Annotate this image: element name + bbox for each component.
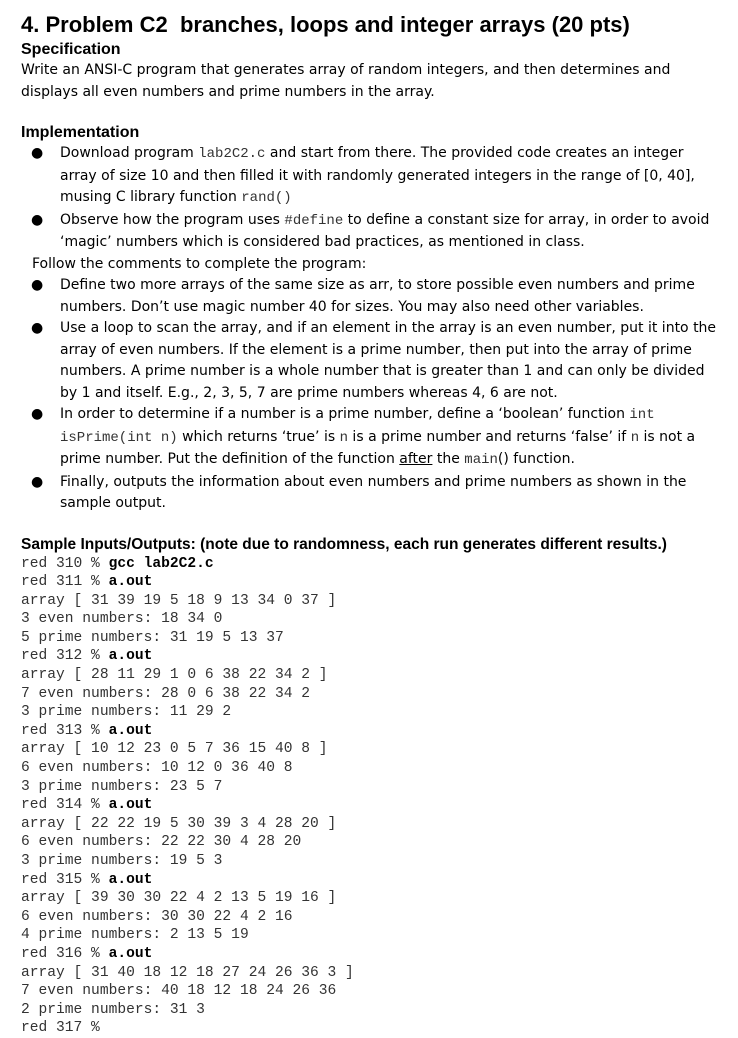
terminal-line: array [ 31 39 19 5 18 9 13 34 0 37 ] — [21, 592, 337, 609]
terminal-line: array [ 22 22 19 5 30 39 3 4 28 20 ] — [21, 815, 337, 832]
terminal-line: array [ 28 11 29 1 0 6 38 22 34 2 ] — [21, 667, 328, 684]
list-item: ● Finally, outputs the information about even numbers and prime numbers as shown in the sample output. — [31, 473, 687, 511]
bullet-icon: ● — [31, 320, 44, 336]
follow-text: Follow the comments to complete the program: — [32, 255, 367, 272]
terminal-line: 3 prime numbers: 23 5 7 — [21, 778, 223, 795]
bullet-icon: ● — [31, 211, 44, 228]
terminal-line: 3 even numbers: 18 34 0 — [21, 611, 223, 628]
sample-output — [21, 555, 721, 1038]
sample-heading: Sample Inputs/Outputs: (note due to randomness, each run generates different results.) — [21, 535, 667, 553]
terminal-line: 3 prime numbers: 11 29 2 — [21, 704, 232, 721]
terminal-line: array [ 10 12 23 0 5 7 36 15 40 8 ] — [21, 741, 328, 758]
terminal-line: 2 prime numbers: 31 3 — [21, 1001, 205, 1018]
list-item: ● Define two more arrays of the same size as arr, to store possible even numbers and prime numbers. Don’t use magic number 40 for sizes. You may also need other variables. — [31, 277, 695, 315]
terminal-line: red 311 % a.out — [21, 574, 153, 591]
terminal-line: red 313 % a.out — [21, 722, 153, 739]
terminal-line: red 315 % a.out — [21, 871, 153, 888]
bullet-icon: ● — [31, 473, 44, 490]
terminal-line: 6 even numbers: 10 12 0 36 40 8 — [21, 760, 293, 777]
terminal-line: red 312 % a.out — [21, 648, 153, 665]
implementation-list-b — [21, 275, 721, 515]
list-item: ● Use a loop to scan the array, and if an element in the array is an even number, put it into the array of even numbers. If the element is a prime number, then put into the array of prime numbers. A prime number is a whole number that is greater than 1 and can only be divided by 1 and itself. E.g., 2, 3, 5, 7 are prime numbers whereas 4, 6 are not. — [31, 320, 717, 401]
list-item: ● In order to determine if a number is a prime number, define a ‘boolean’ function int isPrime(int n) which returns ‘true’ is n is a prime number and returns ‘false’ if n is not a prime number. Put the definition of the function after the main() function. — [31, 406, 696, 468]
terminal-line: red 314 % a.out — [21, 797, 153, 814]
terminal-line: red 317 % — [21, 1020, 100, 1037]
page-title: 4. Problem C2 branches, loops and integer arrays (20 pts) — [21, 12, 630, 37]
terminal-line: 4 prime numbers: 2 13 5 19 — [21, 927, 249, 944]
bullet-icon: ● — [31, 406, 44, 422]
document-page — [21, 10, 721, 1038]
implementation-list-a — [21, 143, 721, 254]
list-item: ● Download program lab2C2.c and start from there. The provided code creates an integer array of size 10 and then filled it with randomly generated integers in the range of [0, 40], musing C library function rand() — [31, 145, 695, 206]
implementation-heading: Implementation — [21, 124, 140, 141]
terminal-line: 7 even numbers: 28 0 6 38 22 34 2 — [21, 685, 311, 702]
terminal-line: array [ 31 40 18 12 18 27 24 26 36 3 ] — [21, 964, 354, 981]
terminal-line: red 310 % gcc lab2C2.c — [21, 555, 214, 572]
specification-text: Write an ANSI-C program that generates array of random integers, and then determines and displays all even numbers and prime numbers in the array. — [21, 62, 671, 100]
specification-heading: Specification — [21, 41, 121, 58]
terminal-line: 7 even numbers: 40 18 12 18 24 26 36 — [21, 983, 337, 1000]
terminal-line: 5 prime numbers: 31 19 5 13 37 — [21, 629, 284, 646]
terminal-line: array [ 39 30 30 22 4 2 13 5 19 16 ] — [21, 890, 337, 907]
terminal-line: 3 prime numbers: 19 5 3 — [21, 853, 223, 869]
list-item: ● Observe how the program uses #define to define a constant size for array, in order to avoid ‘magic’ numbers which is considered bad practices, as mentioned in class. — [31, 211, 710, 250]
terminal-line: 6 even numbers: 30 30 22 4 2 16 — [21, 908, 293, 925]
bullet-icon: ● — [31, 277, 44, 293]
terminal-line: red 316 % a.out — [21, 945, 153, 962]
bullet-icon: ● — [31, 145, 44, 161]
terminal-line: 6 even numbers: 22 22 30 4 28 20 — [21, 834, 302, 851]
